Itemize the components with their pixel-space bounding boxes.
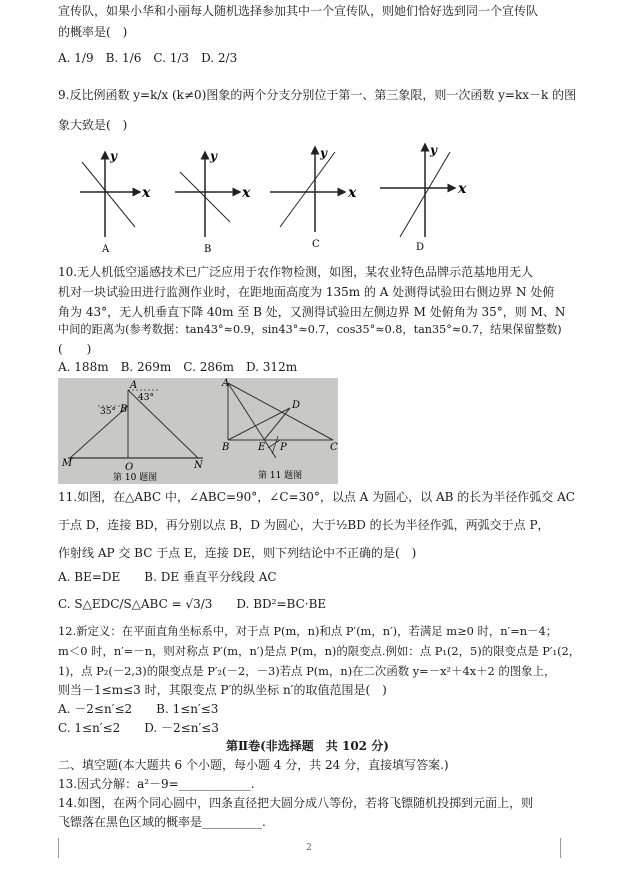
figure-11 — [208, 378, 338, 482]
graph-a-y: y — [110, 149, 117, 163]
corner-mark-bottom-right — [560, 838, 581, 858]
fig10-angle-43: 43° — [138, 393, 154, 403]
graph-c-label: C — [312, 239, 320, 250]
fig10-caption: 第 10 题图 — [113, 473, 158, 482]
q11-options-2: C. S△EDC/S△ABC = √3/3 D. BD²=BC·BE — [58, 597, 327, 611]
fig10-label-o: O — [125, 462, 134, 473]
graph-a — [80, 149, 151, 252]
fig11-label-b: B — [222, 442, 230, 453]
q10-line-5: ( ) — [58, 342, 92, 356]
q12-options-1: A. －2≤n′≤2 B. 1≤n′≤3 — [58, 702, 219, 716]
fig11-label-e: E — [258, 442, 266, 453]
fig10-label-a: A — [130, 380, 138, 391]
graph-c-x: x — [348, 185, 357, 201]
graph-b-x: x — [242, 185, 251, 201]
fig11-caption: 第 11 题图 — [258, 471, 303, 481]
q10-line-1: 10.无人机低空遥感技术已广泛应用于农作物检测，如图，某农业特色品牌示范基地用无人 — [58, 265, 534, 279]
q11-line-2: 于点 D，连接 BD，再分别以点 B，D 为圆心，大于½BD 的长为半径作弧，两弧交于点 P， — [58, 518, 550, 532]
figure-10 — [58, 378, 208, 482]
graph-c-y: y — [320, 146, 327, 160]
graph-d-y: y — [430, 143, 437, 157]
q10-line-4: 中间的距离为(参考数据：tan43°≈0.9，sin43°≈0.7，cos35°≈0.8，tan35°≈0.7，结果保留整数) — [58, 323, 562, 336]
q13-line: 13.因式分解：a²－9=____________. — [58, 777, 255, 791]
q11-line-3: 作射线 AP 交 BC 于点 E，连接 DE，则下列结论中不正确的是( ) — [58, 546, 417, 560]
fig11-label-d: D — [292, 400, 301, 411]
q12-line-2: m＜0 时，n′=－n，则对称点 P′(m，n′)是点 P(m，n)的限变点.例如：点 P₁(2，5)的限变点是 P′₁(2， — [58, 644, 581, 658]
corner-mark-bottom-left — [38, 838, 59, 858]
text-line-1: 宣传队，如果小华和小丽每人随机选择参加其中一个宣传队，则她们恰好选到同一个宣传队 — [58, 4, 539, 18]
q14-line-2: 飞镖落在黑色区域的概率是__________. — [58, 815, 266, 829]
graph-options-figure — [80, 142, 480, 252]
fig10-label-m: M — [62, 458, 73, 469]
q11-options-1: A. BE=DE B. DE 垂直平分线段 AC — [58, 570, 277, 584]
q9-line-1: 9.反比例函数 y=k/x (k≠0)图象的两个分支分别位于第一、第三象限，则一次函数 y=kx－k 的图 — [58, 88, 577, 102]
graph-d — [380, 143, 467, 252]
fill-in-header: 二、填空题(本大题共 6 个小题，每小题 4 分，共 24 分，直接填写答案.) — [58, 758, 449, 772]
q10-line-3: 角为 43°，无人机垂直下降 40m 至 B 处，又测得试验田左侧边界 M 处俯角为 35°，则 M、N — [58, 305, 566, 319]
fig10-label-b: B — [120, 404, 128, 415]
fig10-angle-35: 35° — [100, 407, 116, 417]
q10-line-2: 机对一块试验田进行监测作业时，在距地面高度为 135m 的 A 处测得试验田右侧边界 N 处俯 — [58, 285, 555, 299]
q9-line-2: 象大致是( ) — [58, 118, 128, 132]
graph-b-label: B — [204, 244, 212, 252]
graph-b — [175, 149, 251, 252]
graph-c — [270, 146, 357, 250]
q12-line-3: 1)，点 P₂(－2,3)的限变点是 P′₂(－2，－3)若点 P(m，n)在二次函数 y=－x²＋4x＋2 的图象上， — [58, 664, 556, 678]
section-2-title: 第Ⅱ卷(非选择题 共 102 分) — [226, 739, 389, 753]
graph-d-x: x — [458, 181, 467, 197]
graph-b-y: y — [210, 149, 217, 163]
q10-options: A. 188m B. 269m C. 286m D. 312m — [58, 360, 298, 374]
graph-d-label: D — [416, 242, 425, 252]
fig11-label-a: A — [222, 378, 230, 389]
q12-options-2: C. 1≤n′≤2 D. －2≤n′≤3 — [58, 721, 219, 735]
fig10-label-n: N — [194, 460, 203, 471]
fig11-label-c: C — [330, 442, 338, 453]
graph-a-label: A — [102, 244, 110, 252]
q12-line-4: 则当－1≤m≤3 时，其限变点 P′的纵坐标 n′的取值范围是( ) — [58, 683, 387, 697]
fig11-label-p: P — [280, 442, 287, 453]
q14-line-1: 14.如图，在两个同心圆中，四条直径把大圆分成八等份，若将飞镖随机投掷到元面上，则 — [58, 796, 534, 810]
q8-options: A. 1/9 B. 1/6 C. 1/3 D. 2/3 — [58, 51, 238, 65]
graph-a-x: x — [142, 185, 151, 201]
page-number: 2 — [306, 843, 312, 853]
q12-line-1: 12.新定义：在平面直角坐标系中，对于点 P(m，n)和点 P′(m，n′)，若满足 m≥0 时，n′=n－4； — [58, 624, 558, 638]
q11-line-1: 11.如图，在△ABC 中，∠ABC=90°，∠C=30°，以点 A 为圆心，以 AB 的长为半径作弧交 AC — [58, 490, 575, 504]
text-line-2: 的概率是( ) — [58, 25, 128, 39]
